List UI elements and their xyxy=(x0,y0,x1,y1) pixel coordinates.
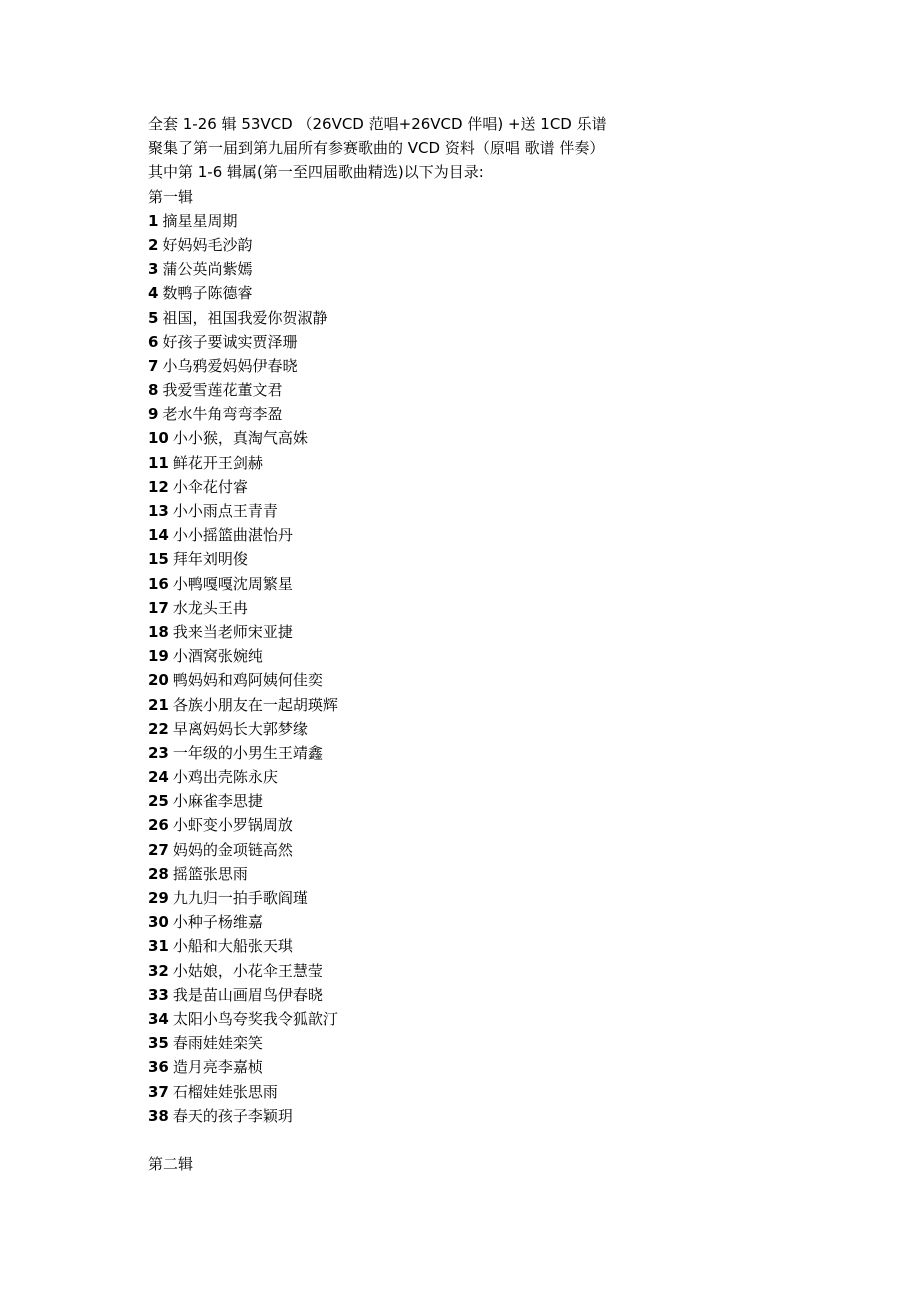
song-number: 2 xyxy=(148,235,159,254)
song-title: 春天的孩子李颖玥 xyxy=(172,1106,293,1125)
song-list-item xyxy=(148,765,848,789)
song-list-item xyxy=(148,644,848,668)
song-number: 5 xyxy=(148,308,159,327)
song-title: 小小雨点王青青 xyxy=(172,502,278,520)
song-title: 九九归一拍手歌阎瑾 xyxy=(172,889,308,907)
song-number: 28 xyxy=(148,864,169,883)
intro-line-2 xyxy=(148,136,848,160)
song-number: 30 xyxy=(148,913,169,932)
song-number: 6 xyxy=(148,332,159,351)
song-list-item xyxy=(148,596,848,620)
song-title: 摇篮张思雨 xyxy=(172,864,248,883)
song-title: 摘星星周期 xyxy=(162,211,238,230)
song-list-item xyxy=(148,523,848,547)
song-number: 22 xyxy=(148,719,169,738)
song-number: 26 xyxy=(148,816,169,835)
song-list-item xyxy=(148,209,848,233)
song-title: 春雨娃娃栾笑 xyxy=(172,1034,263,1053)
song-number: 3 xyxy=(148,260,159,279)
song-number: 36 xyxy=(148,1058,169,1077)
song-title: 小酒窝张婉纯 xyxy=(172,647,263,666)
section-title-2 xyxy=(148,1152,848,1176)
song-number: 4 xyxy=(148,284,159,303)
song-title: 各族小朋友在一起胡瑛辉 xyxy=(172,695,338,714)
song-number: 1 xyxy=(148,211,159,230)
intro-text-3: 其中第 1-6 辑属(第一至四届歌曲精选)以下为目录: xyxy=(148,163,484,182)
song-number: 29 xyxy=(148,889,169,907)
section-title-1 xyxy=(148,185,848,209)
song-list-item xyxy=(148,959,848,983)
song-number: 15 xyxy=(148,550,169,569)
song-title: 我是苗山画眉鸟伊春晓 xyxy=(172,985,323,1004)
song-number: 14 xyxy=(148,526,169,545)
song-title: 我来当老师宋亚捷 xyxy=(172,622,293,641)
song-number: 23 xyxy=(148,743,169,762)
song-list-item xyxy=(148,475,848,499)
song-title: 一年级的小男生王靖鑫 xyxy=(172,743,323,762)
song-number: 24 xyxy=(148,768,169,787)
document-page xyxy=(148,112,848,1176)
song-title: 小虾变小罗锅周放 xyxy=(172,816,293,835)
song-list-item xyxy=(148,1055,848,1079)
intro-text-2: 聚集了第一届到第九届所有参赛歌曲的 VCD 资料（原唱 歌谱 伴奏） xyxy=(148,139,605,158)
song-number: 35 xyxy=(148,1034,169,1053)
section-gap xyxy=(148,1128,848,1152)
song-list-item xyxy=(148,257,848,281)
song-number: 32 xyxy=(148,961,169,980)
intro-line-1 xyxy=(148,112,848,136)
song-number: 12 xyxy=(148,477,169,496)
song-list-item xyxy=(148,620,848,644)
song-list-item xyxy=(148,838,848,862)
song-title: 老水牛角弯弯李盈 xyxy=(162,405,283,424)
song-title: 小小摇篮曲湛怡丹 xyxy=(172,526,293,545)
song-number: 17 xyxy=(148,598,169,617)
song-title: 小鸡出壳陈永庆 xyxy=(172,768,278,787)
song-number: 16 xyxy=(148,574,169,593)
song-title: 祖国，祖国我爱你贺淑静 xyxy=(162,308,328,327)
song-title: 小姑娘，小花伞王慧莹 xyxy=(172,961,323,980)
song-list-item xyxy=(148,499,848,523)
song-list-item xyxy=(148,693,848,717)
song-title: 拜年刘明俊 xyxy=(172,550,248,569)
song-list-item xyxy=(148,233,848,257)
song-list-item xyxy=(148,281,848,305)
song-title: 我爱雪莲花董文君 xyxy=(162,381,283,400)
song-number: 7 xyxy=(148,356,159,375)
song-list-item xyxy=(148,378,848,402)
song-number: 18 xyxy=(148,622,169,641)
song-list-item xyxy=(148,1080,848,1104)
song-number: 25 xyxy=(148,792,169,811)
song-list-item xyxy=(148,402,848,426)
song-title: 太阳小鸟夸奖我令狐歆汀 xyxy=(172,1009,338,1028)
song-number: 33 xyxy=(148,985,169,1004)
song-title: 鸭妈妈和鸡阿姨何佳奕 xyxy=(172,671,323,690)
song-title: 蒲公英尚紫嫣 xyxy=(162,260,253,279)
song-list-item xyxy=(148,1007,848,1031)
song-title: 好妈妈毛沙韵 xyxy=(162,235,253,254)
song-title: 石榴娃娃张思雨 xyxy=(172,1082,278,1101)
song-title: 好孩子要诚实贾泽珊 xyxy=(162,332,298,351)
song-title: 水龙头王冉 xyxy=(172,598,248,617)
song-list-item xyxy=(148,741,848,765)
song-number: 19 xyxy=(148,647,169,666)
song-number: 21 xyxy=(148,695,169,714)
song-title: 小小猴，真淘气高姝 xyxy=(172,429,308,448)
song-number: 38 xyxy=(148,1106,169,1125)
song-list xyxy=(148,209,848,1128)
song-list-item xyxy=(148,789,848,813)
song-title: 妈妈的金项链高然 xyxy=(172,840,293,859)
song-list-item xyxy=(148,572,848,596)
song-title: 小乌鸦爱妈妈伊春晓 xyxy=(162,356,298,375)
song-list-item xyxy=(148,1104,848,1128)
song-list-item xyxy=(148,451,848,475)
song-title: 小伞花付睿 xyxy=(172,477,248,496)
song-number: 13 xyxy=(148,502,169,520)
song-title: 早离妈妈长大郭梦缘 xyxy=(172,719,308,738)
song-list-item xyxy=(148,983,848,1007)
song-list-item xyxy=(148,330,848,354)
section-2-title: 第二辑 xyxy=(148,1154,194,1173)
song-title: 小麻雀李思捷 xyxy=(172,792,263,811)
song-number: 34 xyxy=(148,1009,169,1028)
song-list-item xyxy=(148,886,848,910)
section-1-title: 第一辑 xyxy=(148,187,194,206)
song-title: 小船和大船张天琪 xyxy=(172,937,293,956)
song-title: 小鸭嘎嘎沈周繁星 xyxy=(172,574,293,593)
song-list-item xyxy=(148,717,848,741)
song-number: 8 xyxy=(148,381,159,400)
song-title: 鲜花开王剑赫 xyxy=(172,453,263,472)
intro-line-3 xyxy=(148,160,848,184)
song-number: 11 xyxy=(148,453,169,472)
song-number: 27 xyxy=(148,840,169,859)
song-list-item xyxy=(148,862,848,886)
song-list-item xyxy=(148,668,848,692)
song-title: 小种子杨维嘉 xyxy=(172,913,263,932)
song-number: 31 xyxy=(148,937,169,956)
song-number: 10 xyxy=(148,429,169,448)
song-list-item xyxy=(148,354,848,378)
song-number: 9 xyxy=(148,405,159,424)
song-list-item xyxy=(148,426,848,450)
song-list-item xyxy=(148,813,848,837)
intro-text-1: 全套 1-26 辑 53VCD （26VCD 范唱+26VCD 伴唱) +送 1CD 乐谱 xyxy=(148,115,607,133)
song-list-item xyxy=(148,910,848,934)
song-list-item xyxy=(148,547,848,571)
song-list-item xyxy=(148,1031,848,1055)
song-number: 37 xyxy=(148,1082,169,1101)
song-title: 造月亮李嘉桢 xyxy=(172,1058,263,1077)
song-list-item xyxy=(148,306,848,330)
song-title: 数鸭子陈德睿 xyxy=(162,284,253,303)
song-number: 20 xyxy=(148,671,169,690)
song-list-item xyxy=(148,934,848,958)
